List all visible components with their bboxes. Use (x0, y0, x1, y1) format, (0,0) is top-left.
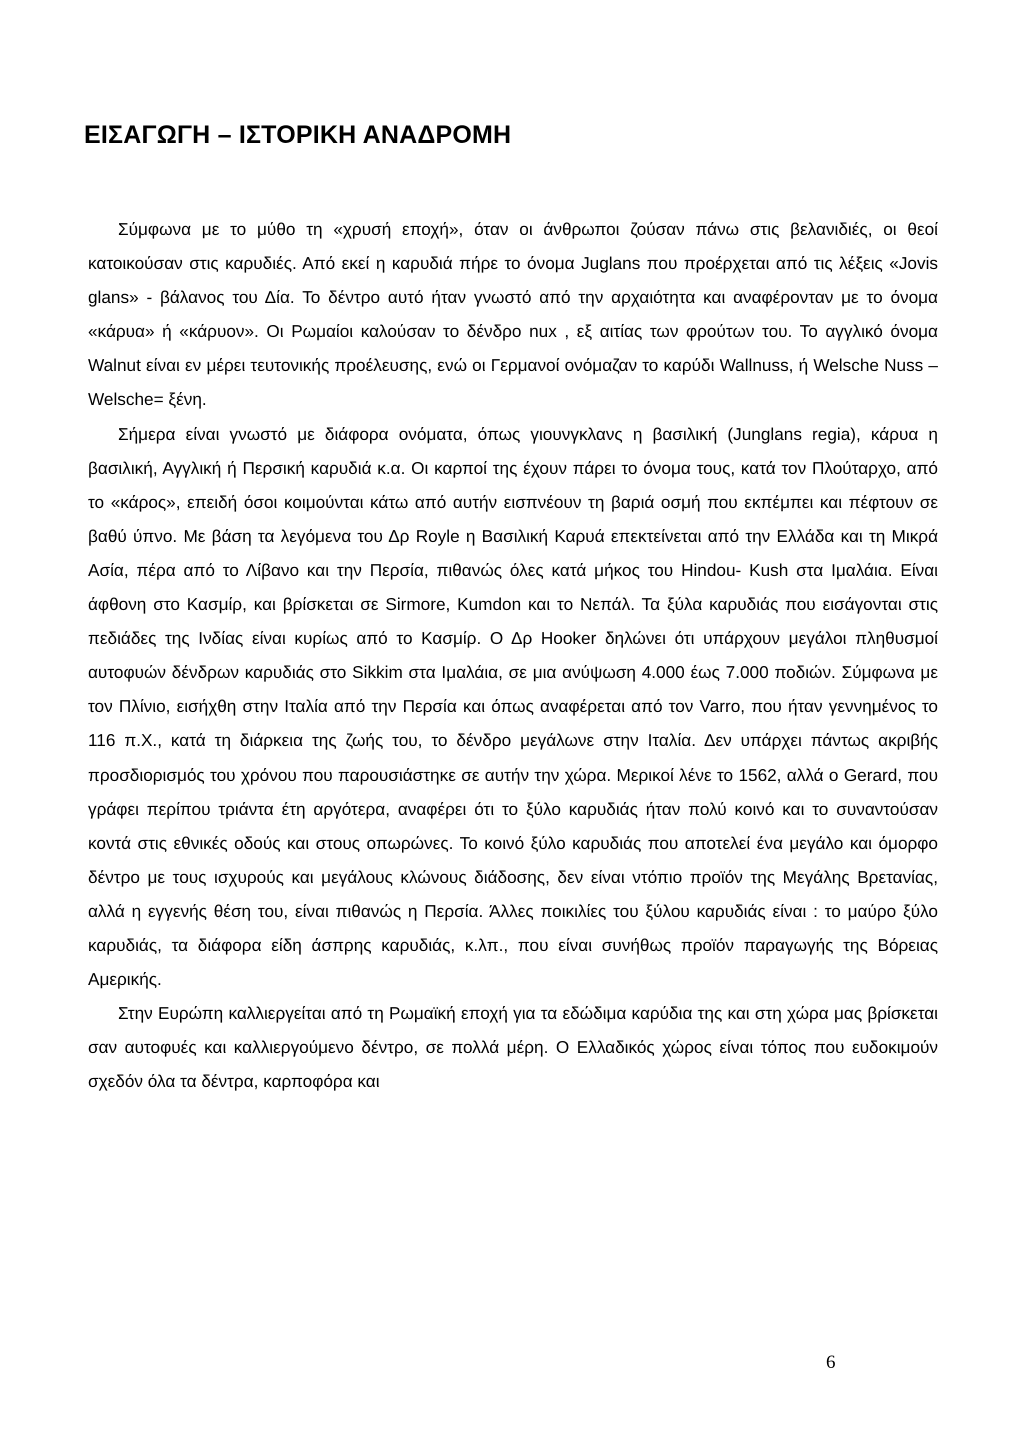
paragraph-europe-cultivation: Στην Ευρώπη καλλιεργείται από τη Ρωμαϊκή εποχή για τα εδώδιμα καρύδια της και στη χώρα μας βρίσκεται σαν αυτοφυές και καλλιεργούμενο δέντρο, σε πολλά μέρη. Ο Ελλαδικός χώρος είναι τόπος που ευδοκιμούν σχεδόν όλα τα δέντρα, καρποφόρα και (88, 1003, 938, 1092)
page-heading: ΕΙΣΑΓΩΓΗ – ΙΣΤΟΡΙΚΗ ΑΝΑΔΡΟΜΗ (84, 121, 512, 149)
paragraph-names-and-history: Σήμερα είναι γνωστό με διάφορα ονόματα, όπως γιουνγκλανς η βασιλική (Junglans regia), κάρυα η βασιλική, Αγγλική ή Περσική καρυδιά κ.α. Οι καρποί της έχουν πάρει το όνομα τους, κατά τον Πλούταρχο, από το «κάρος», επειδή όσοι κοιμούνται κάτω από αυτήν εισπνέουν τη βαριά οσμή που εκπέμπει και πέφτουν σε βαθύ ύπνο. Με βάση τα λεγόμενα του Δρ Royle η Βασιλική Καρυά επεκτείνεται από την Ελλάδα και τη Μικρά Ασία, πέρα από το Λίβανο και την Περσία, πιθανώς όλες κατά μήκος του Hindou- Kush στα Ιμαλάια. Είναι άφθονη στο Κασμίρ, και βρίσκεται σε Sirmore, Kumdon και το Νεπάλ. Τα ξύλα καρυδιάς που εισάγονται στις πεδιάδες της Ινδίας είναι κυρίως από το Κασμίρ. Ο Δρ Hooker δηλώνει ότι υπάρχουν μεγάλοι πληθυσμοί αυτοφυών δένδρων καρυδιάς στο Sikkim στα Ιμαλάια, σε μια ανύψωση 4.000 έως 7.000 ποδιών. Σύμφωνα με τον Πλίνιο, εισήχθη στην Ιταλία από την Περσία και όπως αναφέρεται από τον Varro, που ήταν γεννημένος το 116 π.Χ., κατά τη διάρκεια της ζωής του, το δένδρο μεγάλωνε στην Ιταλία. Δεν υπάρχει πάντως ακριβής προσδιορισμός του χρόνου που παρουσιάστηκε σε αυτήν την χώρα. Μερικοί λένε το 1562, αλλά ο Gerard, που γράφει περίπου τριάντα έτη αργότερα, αναφέρει ότι το ξύλο καρυδιάς ήταν πολύ κοινό και το συναντούσαν κοντά στις εθνικές οδούς και στους οπωρώνες. Το κοινό ξύλο καρυδιάς που αποτελεί ένα μεγάλο και όμορφο δέντρο με τους ισχυρούς και μεγάλους κλώνους διάδοσης, δεν είναι ντόπιο προϊόν της Μεγάλης Βρετανίας, αλλά η εγγενής θέση του, είναι πιθανώς η Περσία. Άλλες ποικιλίες του ξύλου καρυδιάς είναι : το μαύρο ξύλο καρυδιάς, τα διάφορα είδη άσπρης καρυδιάς, κ.λπ., που είναι συνήθως προϊόν παραγωγής της Βόρειας Αμερικής. (88, 423, 938, 990)
paragraph-mythology: Σύμφωνα με το μύθο τη «χρυσή εποχή», όταν οι άνθρωποι ζούσαν πάνω στις βελανιδιές, οι θεοί κατοικούσαν στις καρυδιές. Από εκεί η καρυδιά πήρε το όνομα Juglans που προέρχεται από τις λέξεις «Jovis glans» - βάλανος του Δία. Το δέντρο αυτό ήταν γνωστό από την αρχαιότητα και αναφέρονταν με το όνομα «κάρυα» ή «κάρυον». Οι Ρωμαίοι καλούσαν το δένδρο nux , εξ αιτίας των φρούτων του. Το αγγλικό όνομα Walnut είναι εν μέρει τευτονικής προέλευσης, ενώ οι Γερμανοί ονόμαζαν το καρύδι Wallnuss, ή Welsche Nuss – Welsche= ξένη. (88, 219, 938, 410)
page-number: 6 (826, 1352, 836, 1373)
body-text (88, 212, 938, 1098)
